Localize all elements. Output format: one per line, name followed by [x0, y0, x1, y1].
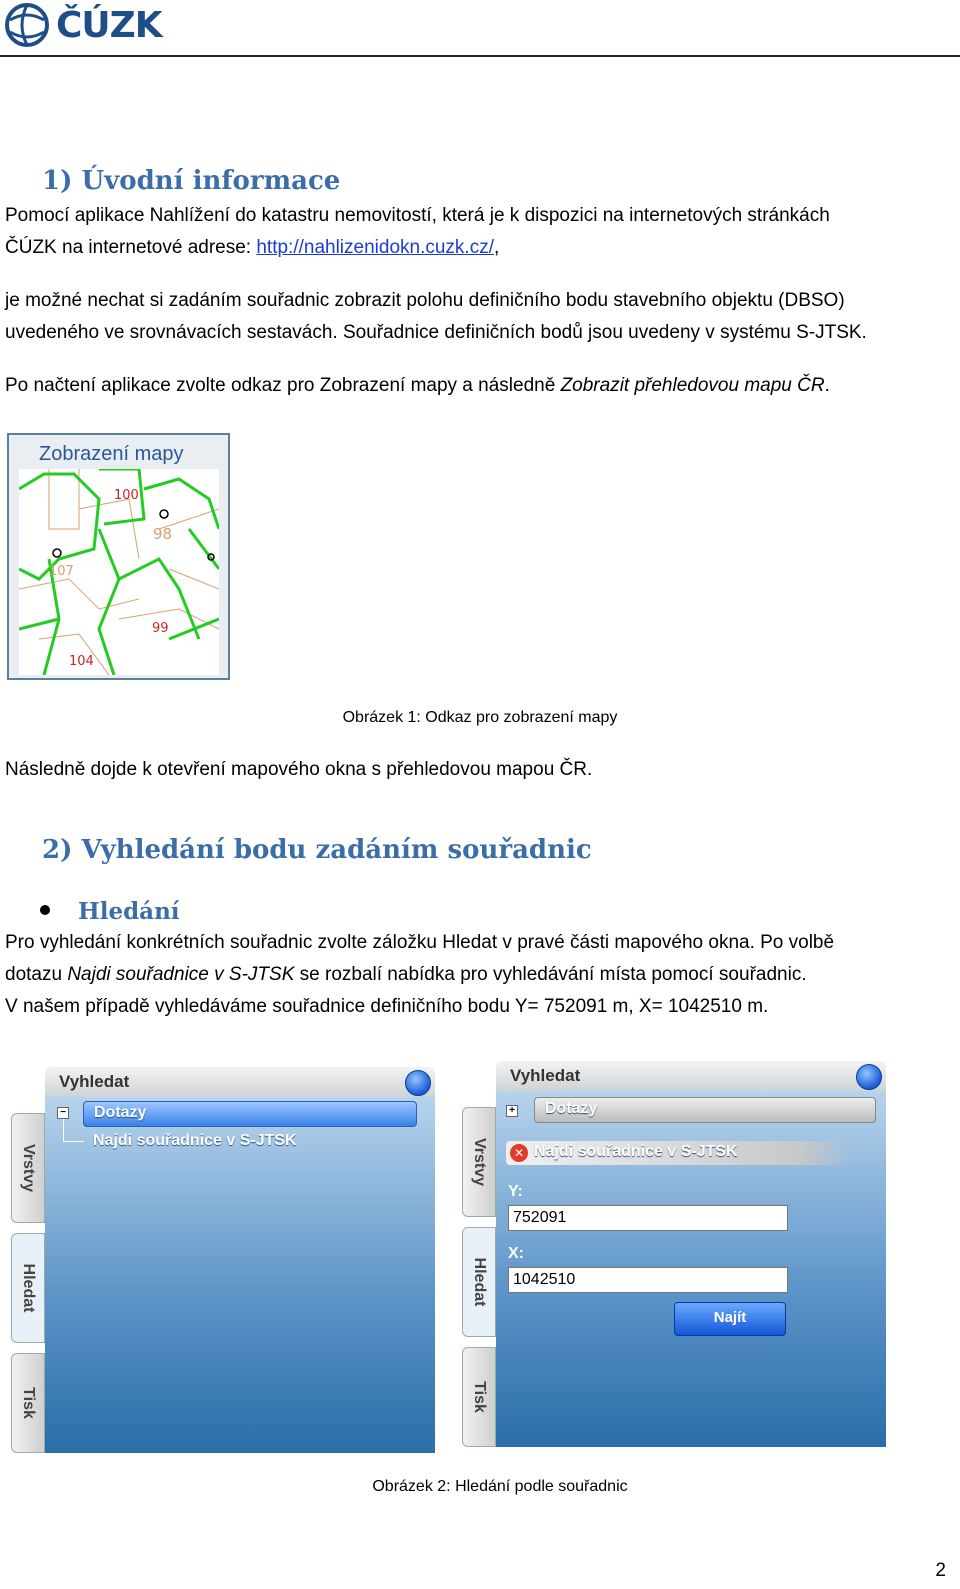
search-line-2-suffix: se rozbalí nabídka pro vyhledávání místa pomocí souřadnic.	[294, 964, 807, 985]
vertical-tabs	[458, 1087, 496, 1447]
tab-vrstvy-label: Vrstvy	[471, 1137, 488, 1187]
paragraph-search-line-1: Pro vyhledání konkrétních souřadnic zvolte záložku Hledat v pravé části mapového okna. Po volbě	[5, 932, 835, 953]
paragraph-intro	[5, 200, 950, 264]
paragraph-search-line-2	[5, 959, 950, 991]
subheading-hledani: Hledání	[78, 898, 180, 925]
tab-hledat-label: Hledat	[20, 1263, 37, 1313]
paragraph-intro-line-1: Pomocí aplikace Nahlížení do katastru nemovitostí, která je k dispozici na internetových stránkách	[5, 205, 830, 226]
paragraph-search	[5, 927, 950, 1023]
paragraph-instructions	[5, 370, 950, 402]
parcel-label-104: 104	[69, 654, 94, 669]
section-1-heading: 1) Úvodní informace	[42, 166, 341, 196]
panel-title: Vyhledat	[510, 1066, 581, 1085]
paragraph-map-opens: Následně dojde k otevření mapového okna s přehledovou mapou ČR.	[5, 759, 593, 780]
info-icon[interactable]	[405, 1070, 431, 1096]
tab-tisk[interactable]	[11, 1353, 45, 1453]
x-label: X:	[508, 1245, 524, 1262]
globe-logo-icon	[4, 2, 54, 48]
tab-tisk[interactable]	[462, 1347, 496, 1447]
header-divider	[0, 55, 960, 57]
node-dotazy-label: Dotazy	[545, 1100, 598, 1117]
close-icon[interactable]: ✕	[510, 1144, 528, 1162]
logo-text: ČÚZK	[56, 4, 162, 46]
map-thumbnail-title: Zobrazení mapy	[39, 443, 184, 465]
instructions-italic: Zobrazit přehledovou mapu ČR	[560, 375, 825, 396]
node-dotazy[interactable]	[534, 1097, 876, 1123]
panel-titlebar	[496, 1061, 886, 1091]
najit-button[interactable]: Najít	[674, 1302, 786, 1336]
search-line-2-italic: Najdi souřadnice v S-JTSK	[67, 964, 295, 985]
node-najdi-souradnice[interactable]: Najdi souřadnice v S-JTSK	[93, 1132, 297, 1149]
paragraph-dbso	[5, 285, 950, 349]
paragraph-search-line-3: V našem případě vyhledáváme souřadnice definičního bodu Y= 752091 m, X= 1042510 m.	[5, 996, 769, 1017]
parcel-label-107: 107	[49, 564, 74, 579]
info-icon[interactable]	[856, 1064, 882, 1090]
paragraph-dbso-line-1: je možné nechat si zadáním souřadnic zobrazit polohu definičního bodu stavebního objektu (DBSO)	[5, 290, 845, 311]
expand-icon[interactable]: +	[506, 1105, 518, 1117]
cuzk-logo	[4, 2, 162, 48]
panel-title: Vyhledat	[59, 1072, 130, 1091]
tab-vrstvy[interactable]	[462, 1107, 496, 1217]
tab-hledat-label: Hledat	[471, 1257, 488, 1307]
instructions-suffix: .	[824, 375, 830, 396]
panel-body	[496, 1091, 886, 1447]
tab-hledat[interactable]	[11, 1233, 45, 1343]
search-panel-collapsed	[7, 1063, 437, 1453]
tab-hledat[interactable]	[462, 1227, 496, 1337]
search-line-2-prefix: dotazu	[5, 964, 68, 985]
parcel-label-100: 100	[114, 488, 139, 503]
panel-titlebar	[45, 1067, 435, 1097]
node-najdi-souradnice[interactable]	[506, 1141, 851, 1165]
tree-connector	[63, 1119, 84, 1142]
address-suffix: ,	[494, 237, 500, 258]
figure-2-caption: Obrázek 2: Hledání podle souřadnic	[372, 1478, 628, 1495]
tab-vrstvy[interactable]	[11, 1113, 45, 1223]
y-coordinate-input[interactable]	[508, 1205, 788, 1231]
y-label: Y:	[508, 1183, 523, 1200]
node-dotazy-label: Dotazy	[94, 1104, 147, 1121]
panel-body	[45, 1097, 435, 1453]
node-najdi-label: Najdi souřadnice v S-JTSK	[534, 1143, 738, 1160]
paragraph-intro-line-2	[5, 232, 950, 264]
node-dotazy[interactable]	[83, 1101, 417, 1127]
x-coordinate-input[interactable]	[508, 1267, 788, 1293]
cadastral-map-image	[19, 469, 219, 675]
vertical-tabs	[7, 1093, 45, 1453]
tab-tisk-label: Tisk	[471, 1381, 488, 1413]
map-thumbnail-link[interactable]	[7, 433, 230, 680]
tab-vrstvy-label: Vrstvy	[20, 1143, 37, 1193]
address-label: ČÚZK na internetové adrese:	[5, 237, 257, 258]
instructions-text: Po načtení aplikace zvolte odkaz pro Zobrazení mapy a následně	[5, 375, 561, 396]
parcel-label-98: 98	[153, 525, 173, 543]
page-number: 2	[935, 1560, 946, 1581]
figure-1-caption: Obrázek 1: Odkaz pro zobrazení mapy	[342, 709, 618, 726]
bullet-icon	[40, 905, 50, 915]
search-panel-expanded	[458, 1057, 888, 1447]
section-2-heading: 2) Vyhledání bodu zadáním souřadnic	[42, 835, 592, 865]
tab-tisk-label: Tisk	[20, 1387, 37, 1419]
collapse-icon[interactable]: −	[57, 1107, 69, 1119]
paragraph-dbso-line-2: uvedeného ve srovnávacích sestavách. Souřadnice definičních bodů jsou uvedeny v systému S-JTSK.	[5, 322, 867, 343]
parcel-label-99: 99	[152, 621, 169, 636]
nahlizeni-link[interactable]: http://nahlizenidokn.cuzk.cz/	[256, 237, 494, 258]
